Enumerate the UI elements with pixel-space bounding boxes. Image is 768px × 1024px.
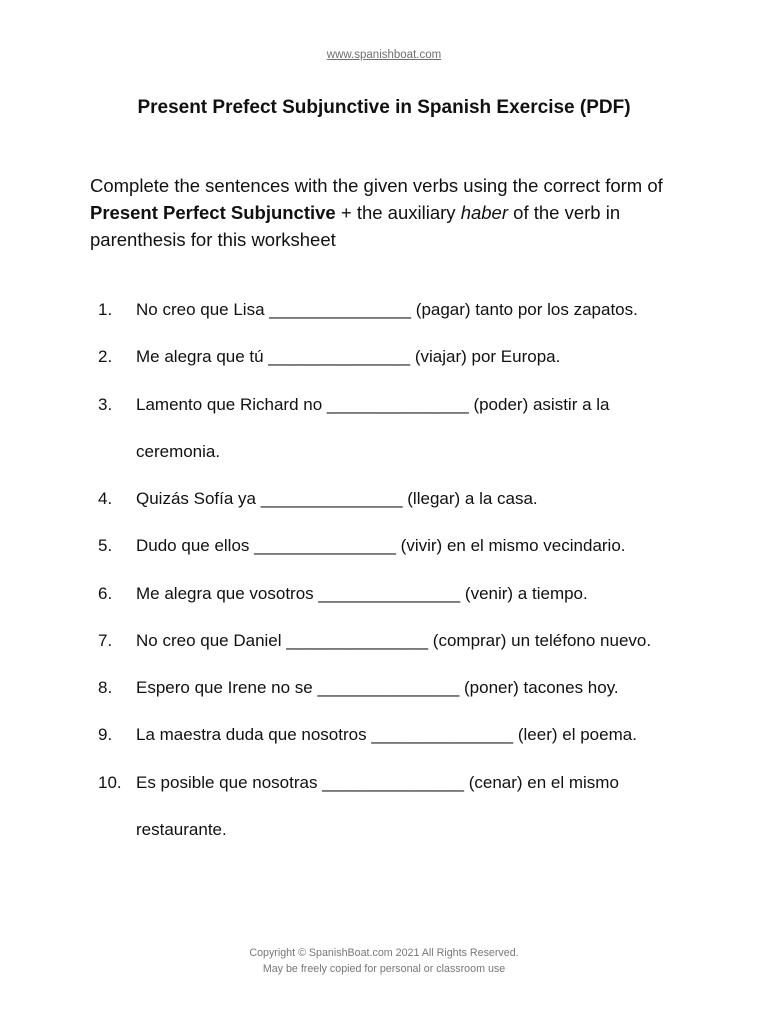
- copyright-notice: Copyright © SpanishBoat.com 2021 All Rights Reserved.: [249, 947, 519, 959]
- item-line: [0, 664, 768, 711]
- item-line: [0, 570, 768, 617]
- item-sentence: La maestra duda que nosotros _______________ (leer) el poema.: [136, 725, 637, 745]
- item-line: [0, 522, 768, 569]
- item-number: 7.: [98, 630, 113, 650]
- exercise-item-2: [0, 333, 768, 380]
- item-sentence: Es posible que nosotras _______________ (cenar) en el mismo: [136, 772, 619, 792]
- instructions-line-2: [90, 199, 730, 226]
- auxiliary-verb: haber: [460, 202, 509, 223]
- page-footer: [0, 945, 768, 977]
- exercise-item-9: [0, 711, 768, 758]
- usage-note: May be freely copied for personal or classroom use: [262, 963, 506, 975]
- instructions-text: + the auxiliary: [335, 202, 461, 223]
- item-sentence: No creo que Daniel _______________ (comprar) un teléfono nuevo.: [136, 630, 652, 650]
- item-line: [0, 711, 768, 758]
- item-sentence: No creo que Lisa _______________ (pagar) tanto por los zapatos.: [136, 300, 638, 319]
- item-sentence: Espero que Irene no se _______________ (poner) tacones hoy.: [136, 678, 619, 698]
- instructions-text: Complete the sentences with the given verbs using the correct form of: [90, 175, 663, 196]
- item-number: 3.: [98, 394, 113, 414]
- instructions: [90, 172, 730, 253]
- item-number: 1.: [98, 300, 113, 319]
- item-line-continuation: [0, 806, 768, 853]
- exercise-item-1: [0, 286, 768, 333]
- item-line: [0, 286, 768, 333]
- item-sentence: Me alegra que vosotros _______________ (venir) a tiempo.: [136, 583, 588, 603]
- item-number: 10.: [98, 772, 122, 792]
- instructions-line-1: [90, 172, 730, 199]
- instructions-text: of the verb in: [508, 202, 621, 223]
- item-sentence: Quizás Sofía ya _______________ (llegar) a la casa.: [136, 489, 538, 509]
- item-line: [0, 381, 768, 428]
- item-sentence: Lamento que Richard no _______________ (poder) asistir a la: [136, 394, 610, 414]
- exercise-item-5: [0, 522, 768, 569]
- worksheet-title: Present Prefect Subjunctive in Spanish Exercise (PDF): [137, 97, 631, 118]
- exercise-list: [0, 286, 768, 853]
- item-number: 2.: [98, 347, 113, 367]
- item-number: 4.: [98, 489, 113, 509]
- item-sentence-continuation: restaurante.: [136, 819, 227, 839]
- item-line: [0, 759, 768, 806]
- exercise-item-10: [0, 759, 768, 854]
- item-line: [0, 333, 768, 380]
- item-number: 6.: [98, 583, 113, 603]
- exercise-item-8: [0, 664, 768, 711]
- instructions-line-3: [90, 226, 730, 253]
- item-line: [0, 475, 768, 522]
- item-sentence: Me alegra que tú _______________ (viajar) por Europa.: [136, 347, 561, 367]
- item-sentence: Dudo que ellos _______________ (vivir) en el mismo vecindario.: [136, 536, 626, 556]
- item-number: 9.: [98, 725, 113, 745]
- exercise-item-4: [0, 475, 768, 522]
- item-number: 8.: [98, 678, 113, 698]
- exercise-item-7: [0, 617, 768, 664]
- tense-name: Present Perfect Subjunctive: [90, 202, 336, 223]
- exercise-item-6: [0, 570, 768, 617]
- item-line-continuation: [0, 428, 768, 475]
- item-number: 5.: [98, 536, 113, 556]
- website-link[interactable]: www.spanishboat.com: [326, 49, 442, 61]
- item-line: [0, 617, 768, 664]
- exercise-item-3: [0, 381, 768, 476]
- instructions-text: parenthesis for this worksheet: [90, 229, 336, 250]
- page-header: [0, 48, 768, 62]
- item-sentence-continuation: ceremonia.: [136, 441, 221, 461]
